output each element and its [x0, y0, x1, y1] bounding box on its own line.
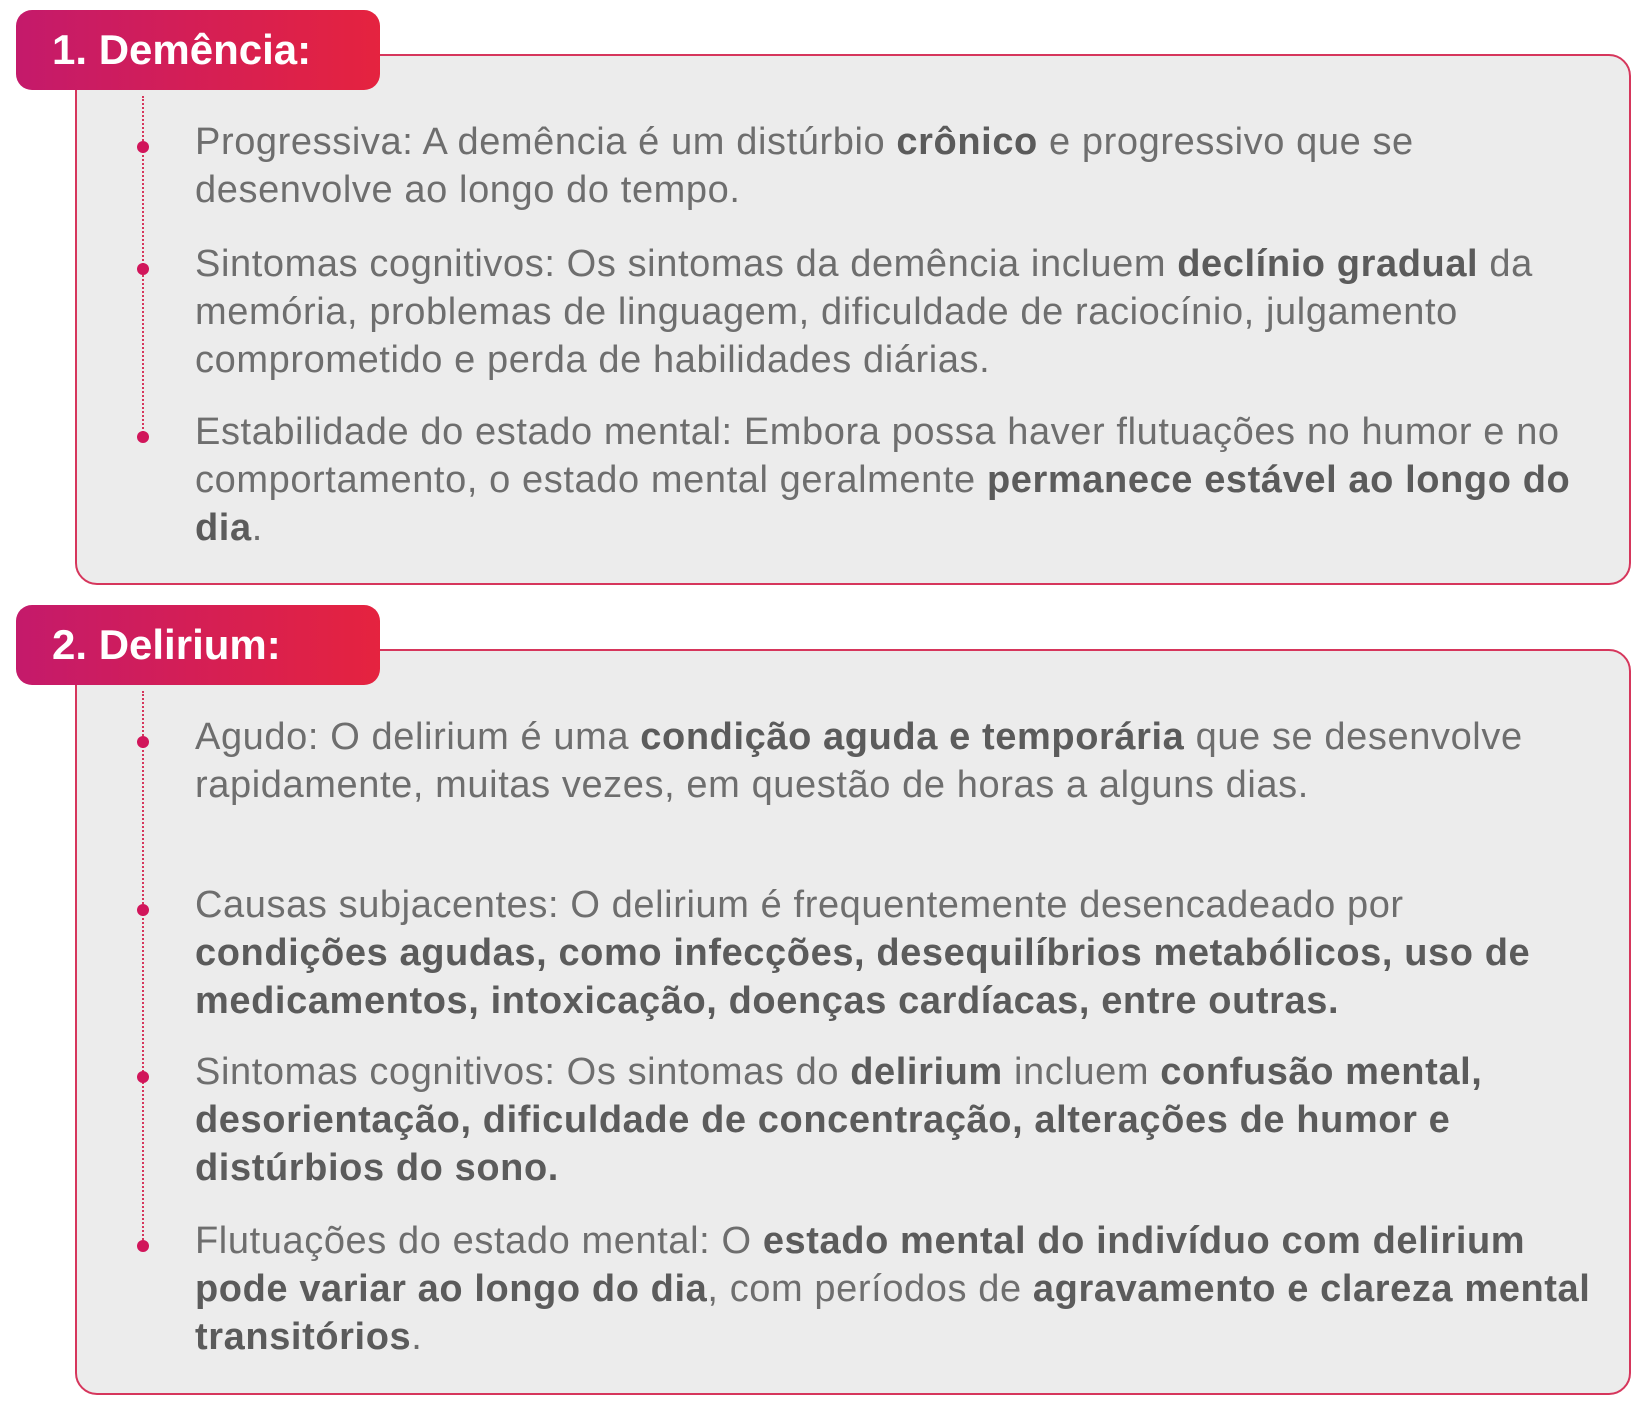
bullet-dot-icon [137, 431, 149, 443]
bold-segment: permanece estável ao longo do dia [195, 459, 1571, 549]
text-segment: , com períodos de [707, 1268, 1033, 1310]
bold-segment: estado mental do indivíduo com delirium pode variar ao longo do dia [195, 1220, 1526, 1310]
text-segment: O delirium é uma [319, 716, 641, 758]
section-title: 1. Demência: [16, 10, 380, 90]
timeline-line [142, 691, 144, 1251]
bold-segment: agravamento e clareza mental transitórios [195, 1268, 1591, 1358]
text-segment: Os sintomas da demência incluem [555, 243, 1178, 285]
text-segment: e progressivo que se desenvolve ao longo do tempo. [195, 121, 1414, 211]
text-segment: da memória, problemas de linguagem, dificuldade de raciocínio, julgamento comprometido e perda de habilidades diárias. [195, 243, 1533, 381]
item-label: Flutuações do estado mental: [195, 1220, 711, 1262]
bullet-dot-icon [137, 141, 149, 153]
bold-segment: condição aguda e temporária [640, 716, 1185, 758]
item-label: Sintomas cognitivos: [195, 1051, 556, 1093]
section-dementia [0, 10, 1646, 585]
item-label: Agudo: [195, 716, 320, 758]
item-text [195, 1048, 1605, 1192]
item-text [195, 1217, 1605, 1361]
item-text [195, 118, 1605, 214]
bold-segment: condições agudas, como infecções, desequilíbrios metabólicos, uso de medicamentos, intoxicação, doenças cardíacas, entre outras. [195, 932, 1531, 1022]
item-text [195, 408, 1605, 552]
item-text [195, 240, 1605, 384]
item-label: Progressiva: [195, 121, 414, 163]
item-label: Estabilidade do estado mental: [195, 411, 733, 453]
bullet-dot-icon [137, 736, 149, 748]
bold-segment: crônico [896, 121, 1038, 163]
item-label: Causas subjacentes: [195, 884, 560, 926]
text-segment: incluem [1002, 1051, 1161, 1093]
section-delirium [0, 605, 1646, 1395]
text-segment: A demência é um distúrbio [413, 121, 897, 163]
bullet-dot-icon [137, 1240, 149, 1252]
text-segment: Embora possa haver flutuações no humor e no comportamento, o estado mental geralmente [195, 411, 1560, 501]
bullet-dot-icon [137, 1071, 149, 1083]
bullet-dot-icon [137, 263, 149, 275]
text-segment: . [411, 1316, 423, 1358]
text-segment: que se desenvolve rapidamente, muitas vezes, em questão de horas a alguns dias. [195, 716, 1523, 806]
item-text [195, 881, 1605, 1025]
text-segment: Os sintomas do [555, 1051, 851, 1093]
text-segment: . [251, 507, 263, 549]
bold-segment: declínio gradual [1177, 243, 1479, 285]
bold-segment: delirium [850, 1051, 1003, 1093]
item-text [195, 713, 1605, 809]
item-label: Sintomas cognitivos: [195, 243, 556, 285]
bullet-dot-icon [137, 904, 149, 916]
bold-segment: confusão mental, desorientação, dificuldade de concentração, alterações de humor e distúrbios do sono. [195, 1051, 1483, 1189]
text-segment: O delirium é frequentemente desencadeado por [559, 884, 1404, 926]
section-title: 2. Delirium: [16, 605, 380, 685]
text-segment: O [710, 1220, 763, 1262]
